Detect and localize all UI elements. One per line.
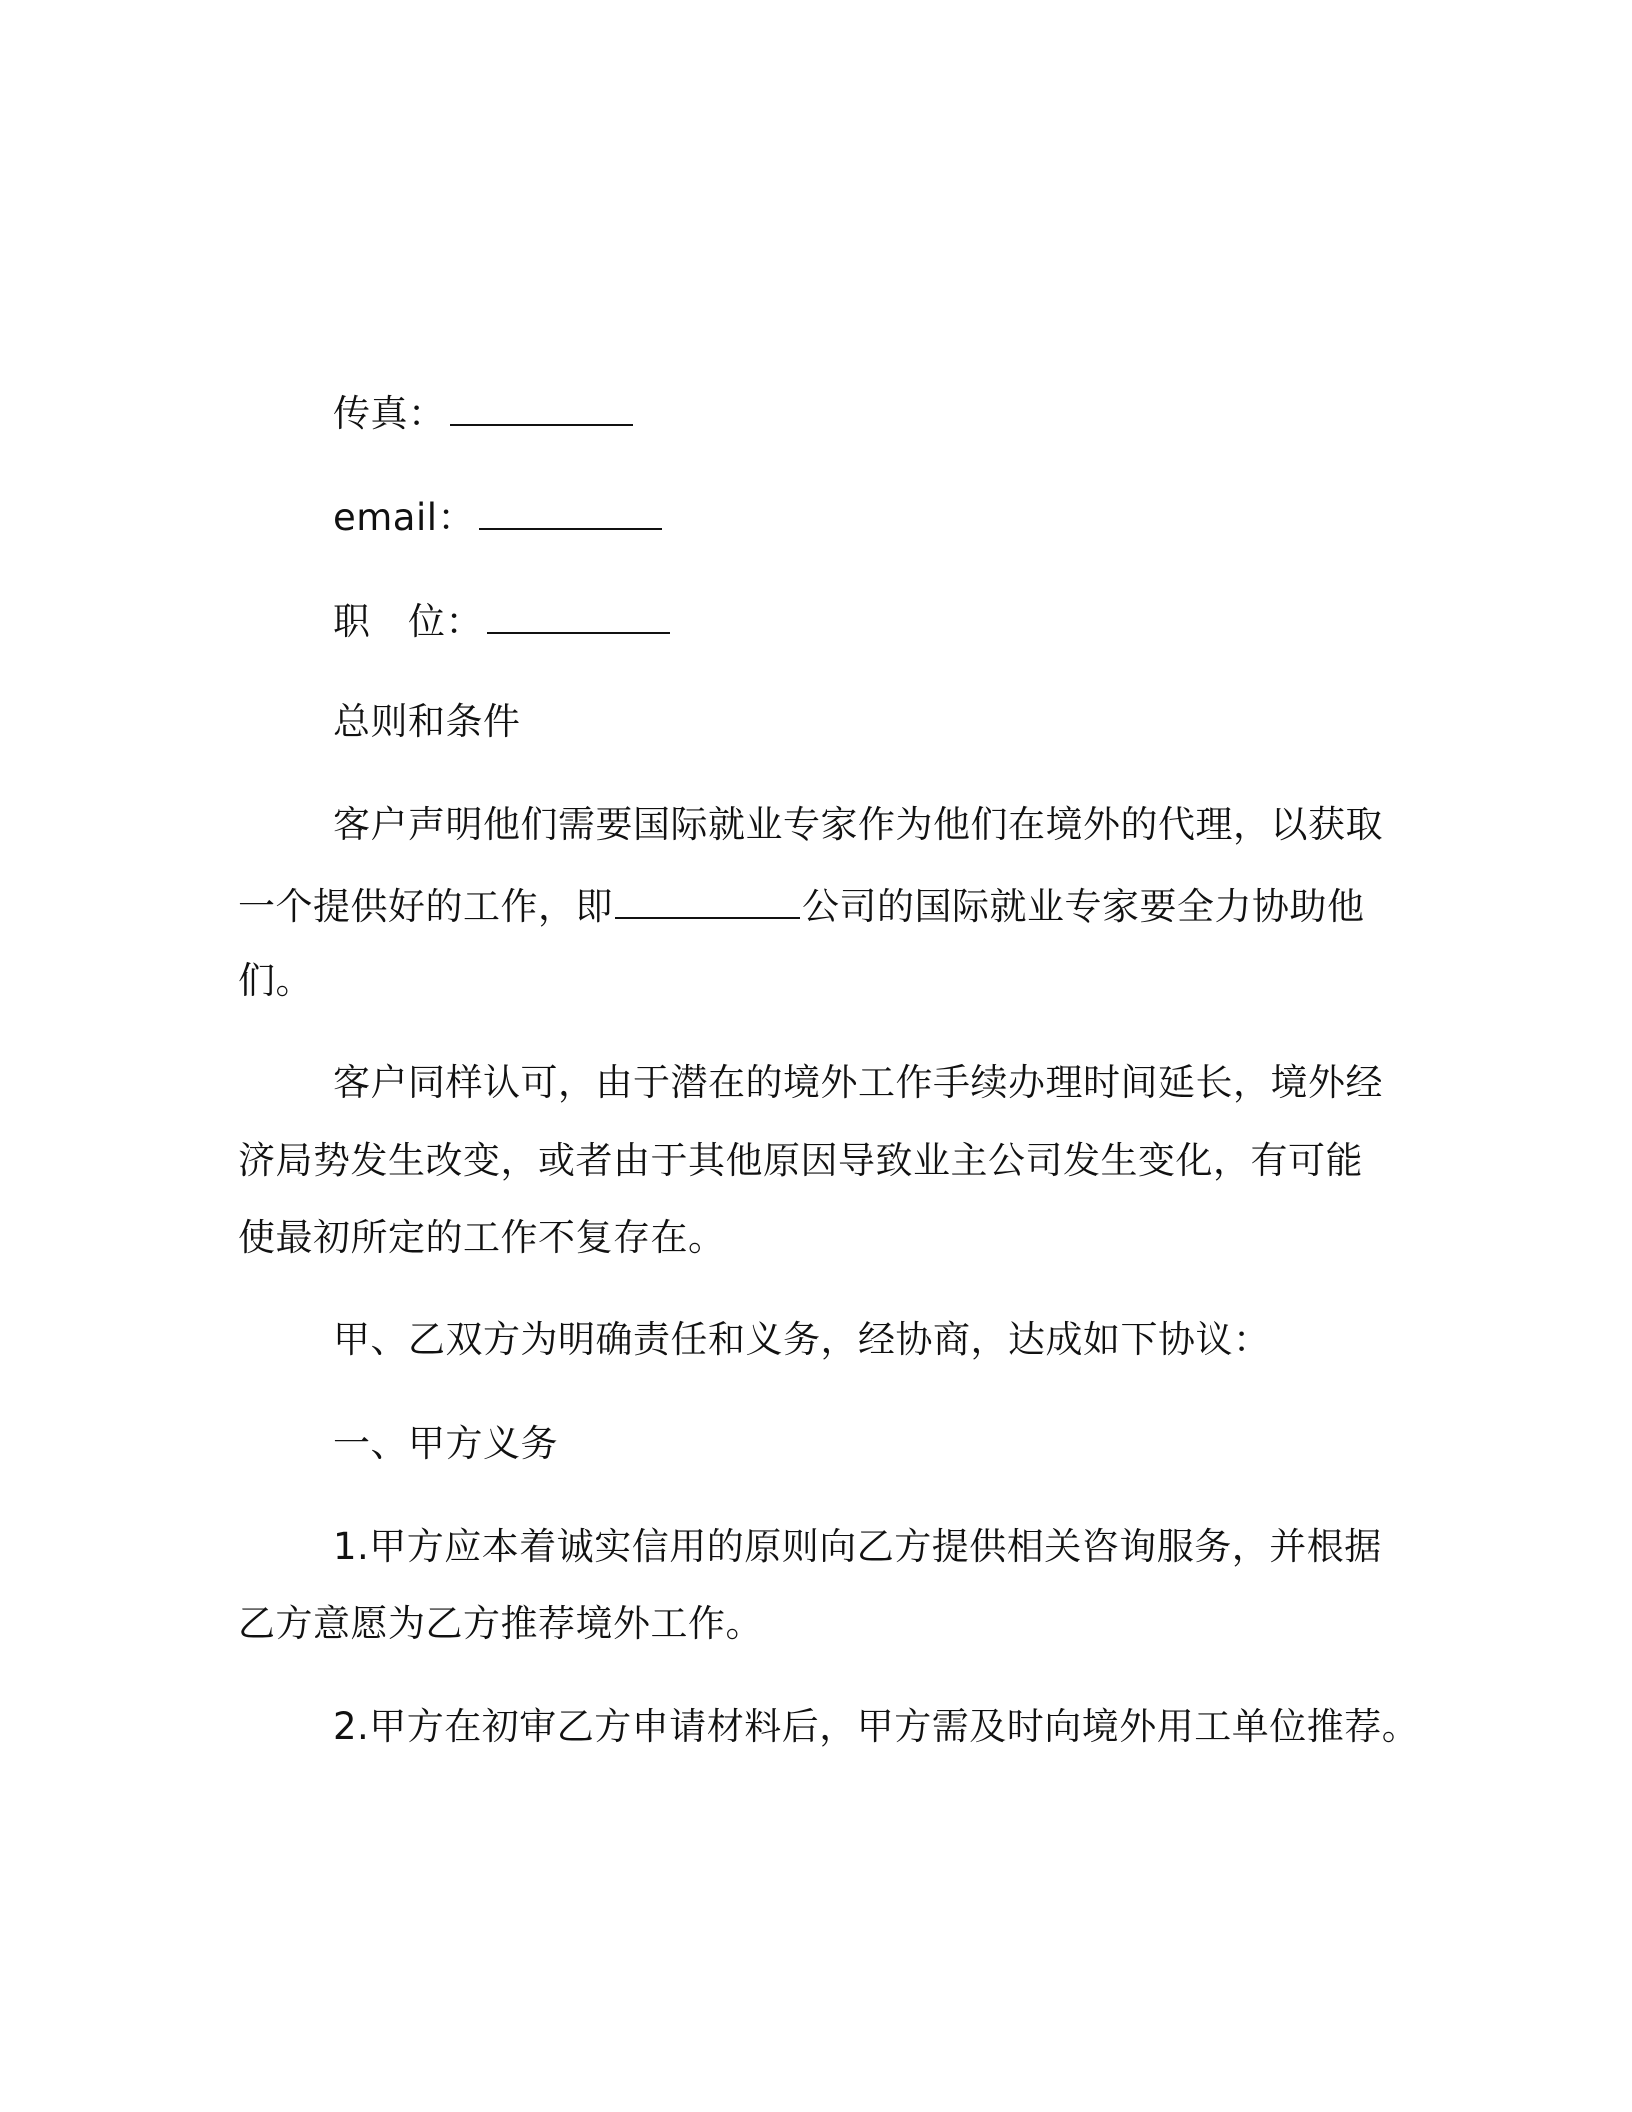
email-blank [479, 490, 662, 530]
position-line [333, 594, 670, 646]
email-label: email： [333, 496, 476, 539]
item2: 2.甲方在初审乙方申请材料后，甲方需及时向境外用工单位推荐。 [333, 1705, 1420, 1748]
position-blank [487, 594, 670, 634]
item1-line2: 乙方意愿为乙方推荐境外工作。 [238, 1602, 763, 1645]
para2-line1: 客户同样认可，由于潜在的境外工作手续办理时间延长，境外经 [333, 1061, 1383, 1104]
section1-heading: 一、甲方义务 [333, 1422, 558, 1465]
fax-line [333, 386, 633, 438]
para1-line1: 客户声明他们需要国际就业专家作为他们在境外的代理，以获取 [333, 803, 1383, 846]
fax-blank [450, 386, 633, 426]
email-line [333, 490, 662, 542]
para1-line2-before: 一个提供好的工作，即 [238, 885, 613, 928]
para3: 甲、乙双方为明确责任和义务，经协商，达成如下协议： [333, 1318, 1271, 1361]
para1-line2 [238, 879, 1365, 931]
fax-label: 传真： [333, 392, 446, 435]
para2-line3: 使最初所定的工作不复存在。 [238, 1216, 726, 1259]
item1-line1: 1.甲方应本着诚实信用的原则向乙方提供相关咨询服务，并根据 [333, 1525, 1382, 1568]
company-blank [615, 879, 800, 919]
para1-line2-after: 公司的国际就业专家要全力协助他 [802, 885, 1365, 928]
position-label: 职 位： [333, 600, 483, 643]
terms-heading: 总则和条件 [333, 700, 521, 743]
para1-line3: 们。 [238, 959, 313, 1002]
para2-line2: 济局势发生改变，或者由于其他原因导致业主公司发生变化，有可能 [238, 1139, 1363, 1182]
